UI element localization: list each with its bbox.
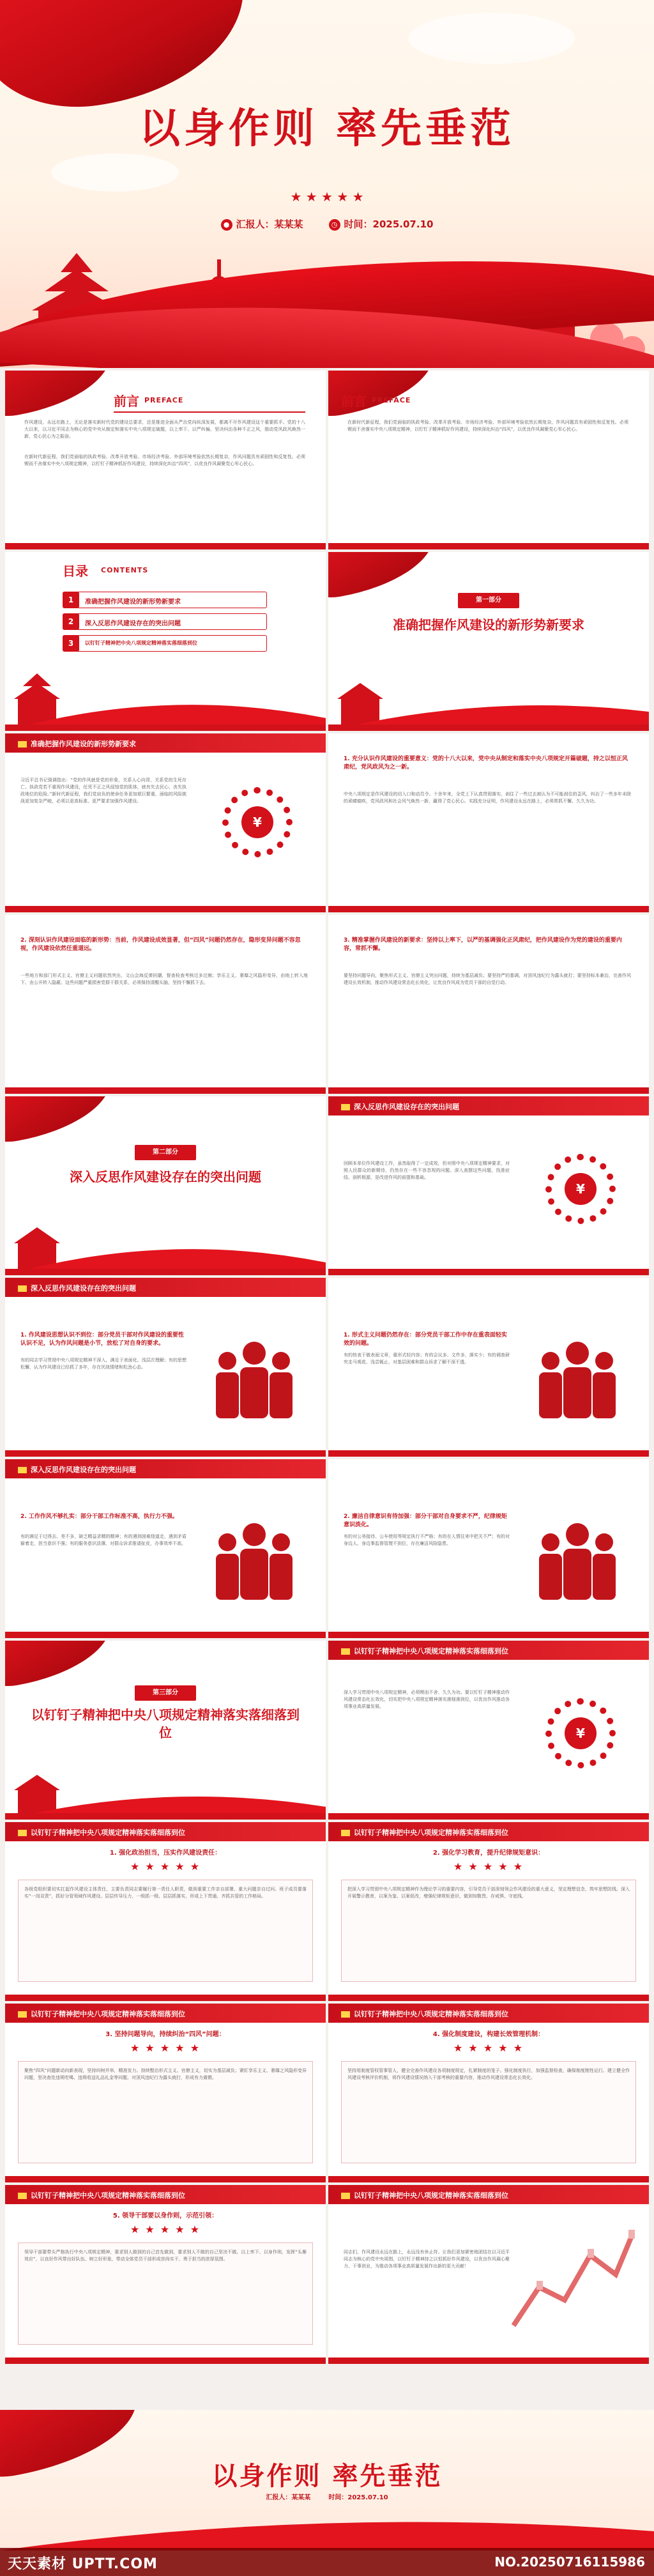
team-icon: [533, 1335, 622, 1418]
footer-bar: [328, 1813, 649, 1820]
footer-bar: [328, 543, 649, 549]
footer-bar: [5, 1995, 326, 2001]
footer-bar: [5, 2176, 326, 2182]
preface-slide-1: [5, 371, 326, 549]
closing-slide: [0, 2410, 654, 2576]
footer-bar: [5, 1269, 326, 1275]
temple-illustration: [328, 661, 649, 731]
flag-decoration: [5, 371, 118, 420]
part-badge: 第三部分: [135, 1685, 196, 1701]
part-badge: 第二部分: [135, 1145, 196, 1160]
body-text: 要坚持问题导向，聚焦形式主义、官僚主义突出问题，持续为基层减负；要坚持严的基调，对顶风违纪行为露头就打；要坚持标本兼治，完善作风建设长效机制，推动作风建设常态化长效化，让优良作风成为党员干部的自觉行动。: [344, 973, 631, 985]
footer-bar: [5, 1087, 326, 1094]
footer-bar: [328, 1269, 649, 1275]
preface-title-en: PREFACE: [372, 396, 411, 404]
star-divider: ★ ★ ★ ★ ★: [130, 2042, 201, 2054]
cover-title: 以身作则 率先垂范: [139, 105, 515, 153]
content-slide: [5, 1278, 326, 1457]
footer-bar: [5, 1450, 326, 1457]
slide-header: 准确把握作风建设的新形势新要求: [5, 733, 326, 753]
reporter-line: 汇报人：某某某: [266, 2494, 311, 2501]
reporter-line: ● 汇报人：某某某: [221, 217, 303, 231]
footer-bar: [328, 1087, 649, 1094]
body-text: 有的对公务接待、公车使用等规定执行不严格；有的在人情往来中把关不严；有的对身边人、身边事监督管理不到位，存在廉洁风险隐患。: [344, 1534, 510, 1546]
content-slide: [328, 733, 649, 912]
toc-title: 目录: [63, 564, 88, 579]
point-heading: 2. 工作作风不够扎实：部分干部工作标准不高，执行力不强。: [20, 1514, 178, 1520]
ribbon-decoration: [0, 2506, 654, 2550]
team-icon: [533, 1517, 622, 1600]
date-line: ◷ 时间：2025.07.10: [329, 217, 434, 231]
slide-header: 以钉钉子精神把中央八项规定精神落实落细落到位: [5, 1822, 326, 1841]
flag-icon: [341, 2011, 350, 2018]
clock-icon: ◷: [329, 219, 340, 231]
flag-icon: [18, 741, 27, 747]
footer-bar: [5, 1632, 326, 1638]
body-text: 同志们，作风建设永远在路上，永远没有休止符。让我们更加紧密地团结在以习近平同志为核心的党中央周围，以钉钉子精神持之以恒抓好作风建设，以优良作风凝心聚力、干事创业，为推动各项事业高质量发展作出新的更大贡献！: [344, 2250, 510, 2269]
flag-icon: [341, 2193, 350, 2199]
footer-bar: [328, 1632, 649, 1638]
content-slide: [328, 1641, 649, 1820]
divider: [114, 411, 305, 413]
part1-slide: [328, 552, 649, 731]
star-divider: ★ ★ ★ ★ ★: [453, 2042, 524, 2054]
preface-text: 在新时代新征程，我们党面临的执政考验、改革开放考验、市场经济考验、外部环境考验依然长期复杂，作风问题具有顽固性和反复性。必须锲而不舍落实中央八项规定精神，以钉钉子精神抓好作风建设，持续深化纠治“四风”，以优良作风凝聚党心军心民心。: [24, 454, 305, 466]
flag-decoration: [5, 1641, 118, 1690]
flag-decoration: [328, 552, 441, 601]
footer-bar: [328, 1450, 649, 1457]
body-text: 领导干部要带头严格执行中央八项规定精神，要求别人做到的自己首先做到，要求别人不做的自己坚决不做。以上率下、以身作则，发挥“头雁效应”，以良好作风带出好队伍、树立好形象，带动全体党员干部形成崇尚实干、勇于担当的浓厚氛围。: [24, 2250, 307, 2262]
date-line: 时间：2025.07.10: [328, 2494, 388, 2501]
closing-info: [0, 2492, 654, 2501]
body-text: 坚持用制度管权管事管人，健全完善作风建设各项制度规定，扎紧制度的笼子。强化制度执行，加强监督检查，确保制度刚性运行。建立健全作风建设考核评价机制，将作风建设情况纳入干部考核的重要内容，推动作风建设常态化长效化。: [347, 2068, 630, 2080]
content-slide: [5, 2004, 326, 2182]
content-slide: [328, 1459, 649, 1638]
flag-decoration: [5, 1096, 118, 1146]
star-divider: ★ ★ ★ ★ ★: [290, 189, 364, 204]
temple-illustration: [5, 661, 326, 731]
slide-header: 以钉钉子精神把中央八项规定精神落实落细落到位: [328, 1641, 649, 1660]
temple-illustration: [5, 1205, 326, 1275]
gear-icon: ¥: [545, 1698, 616, 1768]
preface-title-en: PREFACE: [144, 396, 184, 404]
content-slide: [328, 1822, 649, 2001]
toc-number: 1: [63, 592, 79, 608]
flag-icon: [341, 1104, 350, 1110]
gear-icon: ¥: [545, 1154, 616, 1224]
body-text: 有的热衷于做表面文章，重形式轻内容；有的会议多、文件多，落实少；有的调查研究走马观花、浅尝辄止，对基层困难和群众诉求了解不深不透。: [344, 1353, 510, 1365]
star-divider: ★ ★ ★ ★ ★: [453, 1860, 524, 1873]
flag-icon: [18, 1285, 27, 1292]
body-text: 回顾本单位作风建设工作，虽然取得了一定成效，但对照中央八项规定精神要求，对照人民群众的新期待，仍然存在一些不容忽视的问题。深入查摆这些问题，找准症结、剖析根源，是改进作风的前提和基础。: [344, 1161, 510, 1180]
part3-slide: [5, 1641, 326, 1820]
content-slide: [5, 1822, 326, 2001]
point-heading: 1. 作风建设思想认识不到位：部分党员干部对作风建设的重要性认识不足，认为作风问题是小节，放松了对自身的要求。: [20, 1332, 184, 1347]
team-icon: [209, 1517, 299, 1600]
content-slide: [328, 2185, 649, 2364]
footer-bar: [328, 2358, 649, 2364]
point-heading: 2. 强化学习教育，提升纪律规矩意识：: [432, 1850, 545, 1857]
body-text: 各级党组织要切实扛起作风建设主体责任，主要负责同志要履行第一责任人职责，做到重要工作亲自部署、重大问题亲自过问。班子成员要落实“一岗双责”，抓好分管领域作风建设。层层传导压力，一级抓一级、层层抓落实，形成上下贯通、齐抓共管的工作格局。: [24, 1887, 307, 1899]
part2-slide: [5, 1096, 326, 1275]
content-slide: [328, 1278, 649, 1457]
toc-number: 3: [63, 635, 79, 652]
flag-icon: [341, 1648, 350, 1655]
flag-icon: [18, 1467, 27, 1473]
flag-icon: [18, 2193, 27, 2199]
toc-item-3[interactable]: 3 以钉钉子精神把中央八项规定精神落实落细落到位: [63, 635, 267, 652]
point-heading: 4. 强化制度建设，构建长效管理机制：: [432, 2031, 545, 2038]
body-text: 一些地方和部门形式主义、官僚主义问题依然突出，文山会海反弹回潮，督查检查考核过多过频；享乐主义、奢靡之风隐形变异，由地上转入地下、由公开转入隐蔽。这些问题严重损害党群干群关系，必须保持清醒头脑，坚持不懈抓下去。: [20, 973, 308, 985]
cloud-decoration: [51, 153, 179, 192]
star-divider: ★ ★ ★ ★ ★: [130, 1860, 201, 1873]
slide-header: 以钉钉子精神把中央八项规定精神落实落细落到位: [328, 2004, 649, 2023]
toc-title-en: CONTENTS: [101, 566, 149, 574]
point-heading: 2. 廉洁自律意识有待加强：部分干部对自身要求不严，纪律规矩意识淡化。: [344, 1514, 507, 1528]
flag-icon: [341, 1830, 350, 1836]
footer-bar: [5, 1813, 326, 1820]
flag-icon: [18, 1830, 27, 1836]
part-title: 以钉钉子精神把中央八项规定精神落实落细落到位: [31, 1707, 300, 1740]
content-slide: [328, 915, 649, 1094]
slide-header: 深入反思作风建设存在的突出问题: [328, 1096, 649, 1116]
watermark-bar: [0, 2548, 654, 2576]
slide-header: 以钉钉子精神把中央八项规定精神落实落细落到位: [328, 2185, 649, 2204]
footer-bar: [328, 724, 649, 731]
slide-header: 深入反思作风建设存在的突出问题: [5, 1278, 326, 1297]
footer-bar: [328, 906, 649, 912]
footer-bar: [328, 1995, 649, 2001]
part-title: 深入反思作风建设存在的突出问题: [70, 1169, 261, 1184]
team-icon: [209, 1335, 299, 1418]
footer-bar: [5, 2358, 326, 2364]
content-slide: [328, 2004, 649, 2182]
preface-slide-2: [328, 371, 649, 549]
toc-item-2[interactable]: 2 深入反思作风建设存在的突出问题: [63, 613, 267, 630]
footer-bar: [328, 2176, 649, 2182]
point-heading: 1. 形式主义问题仍然存在：部分党员干部工作中存在重表面轻实效的问题。: [344, 1332, 507, 1347]
cloud-decoration: [409, 13, 575, 64]
watermark-right: NO.20250716115986: [494, 2554, 645, 2570]
toc-number: 2: [63, 613, 79, 630]
point-heading: 3. 坚持问题导向，持续纠治“四风”问题：: [105, 2031, 225, 2038]
body-text: 习近平总书记强调指出：“党的作风就是党的形象，关系人心向背，关系党的生死存亡。执政党若不重视作风建设，任凭不正之风侵蚀党的肌体，就有失去民心、丧失执政地位的危险。”新时代新征程，我们党肩负的使命任务更加艰巨繁重，面临的风险挑战更加复杂严峻，必须以更高标准、更严要求加强作风建设。: [20, 778, 186, 804]
star-divider: ★ ★ ★ ★ ★: [130, 2223, 201, 2235]
preface-title: 前言: [341, 394, 367, 409]
content-slide: [5, 1459, 326, 1638]
point-heading: 5. 领导干部要以身作则，示范引领：: [112, 2212, 218, 2220]
content-slide: [328, 1096, 649, 1275]
great-wall-illustration: [507, 2211, 635, 2338]
body-text: 有的满足于过得去、差不多，缺乏精益求精的精神；有的遇到困难绕道走，遇到矛盾躲着走，担当意识不强；有的服务意识淡薄，对群众诉求推诿扯皮，办事效率不高。: [20, 1534, 186, 1546]
point-heading: 1. 强化政治担当，压实作风建设责任：: [109, 1850, 222, 1857]
closing-title: 以身作则 率先垂范: [211, 2462, 443, 2491]
point-heading: 2. 深刻认识作风建设面临的新形势：当前，作风建设成效显著，但“四风”问题仍然存在，隐形变异问题不容忽视，作风建设依然任重道远。: [20, 937, 301, 952]
part-title: 准确把握作风建设的新形势新要求: [393, 617, 584, 632]
watermark-left: 天天素材 UPTT.COM: [8, 2556, 158, 2572]
flag-icon: [18, 2011, 27, 2018]
footer-bar: [5, 906, 326, 912]
slide-header: 以钉钉子精神把中央八项规定精神落实落细落到位: [5, 2004, 326, 2023]
preface-text: 作风建设，永远在路上，无论是落实新时代党的建设总要求，还是推进全面从严治党向纵深发展，都离不开作风建设这个重要抓手。党的十八大以来，以习近平同志为核心的党中央从制定和落实中央八项规定破题，以上率下、以严纠偏，坚决纠治各种不正之风，推动党风政风焕然一新，党心民心为之振奋。: [24, 420, 305, 439]
cover-slide: [0, 0, 654, 368]
content-slide: [5, 733, 326, 912]
slide-header: 以钉钉子精神把中央八项规定精神落实落细落到位: [328, 1822, 649, 1841]
content-slide: [5, 915, 326, 1094]
gear-icon: ¥: [222, 787, 293, 857]
toc-slide: [5, 552, 326, 731]
point-heading: 3. 精准掌握作风建设的新要求：坚持以上率下，以严的基调强化正风肃纪，把作风建设作为党的建设的重要内容，常抓不懈。: [344, 937, 622, 952]
user-icon: ●: [221, 219, 232, 231]
preface-text: 在新时代新征程，我们党面临的执政考验、改革开放考验、市场经济考验、外部环境考验依然长期复杂，作风问题具有顽固性和反复性。必须锲而不舍落实中央八项规定精神，以钉钉子精神抓好作风建设，持续深化纠治“四风”，以优良作风凝聚党心军心民心。: [347, 420, 628, 432]
body-text: 聚焦“四风”问题新动向新表现，坚持纠树并举，精准发力。持续整治形式主义、官僚主义，切实为基层减负；紧盯享乐主义、奢靡之风隐形变异问题，坚决查处违规吃喝、违规收送礼品礼金等问题，对顶风违纪行为露头就打，形成有力震慑。: [24, 2068, 307, 2080]
body-text: 深入学习贯彻中央八项规定精神，必须锲而不舍、久久为功。要以钉钉子精神推动作风建设常态化长效化，切实把中央八项规定精神落实落细落到位，以优良作风推动各项事业高质量发展。: [344, 1690, 510, 1709]
body-text: 中央八项规定是作风建设的切入口和动员令。十余年来，全党上下认真贯彻落实，刹住了一些过去被认为不可能刹住的歪风，纠治了一些多年未除的顽瘴痼疾，党风政风和社会风气焕然一新，赢得了党心民心。实践充分证明，作风建设永远在路上，必须常抓不懈、久久为功。: [344, 792, 631, 804]
preface-title: 前言: [114, 394, 139, 409]
point-heading: 1. 充分认识作风建设的重要意义：党的十八大以来，党中央从制定和落实中央八项规定开篇破题，持之以恒正风肃纪，党风政风为之一新。: [344, 756, 628, 770]
footer-bar: [5, 724, 326, 731]
slide-header: 以钉钉子精神把中央八项规定精神落实落细落到位: [5, 2185, 326, 2204]
footer-bar: [5, 543, 326, 549]
body-text: 有的同志学习贯彻中央八项规定精神不深入，满足于表面化、浅层次理解；有的思想松懈，认为作风建设已经抓了多年，存在厌战情绪和松劲心态。: [20, 1358, 186, 1370]
temple-illustration: [5, 1756, 326, 1820]
toc-item-1[interactable]: 1 准确把握作风建设的新形势新要求: [63, 592, 267, 608]
part-badge: 第一部分: [458, 593, 519, 608]
cover-info: [0, 217, 654, 231]
content-slide: [5, 2185, 326, 2364]
slide-header: 深入反思作风建设存在的突出问题: [5, 1459, 326, 1478]
body-text: 把深入学习贯彻中央八项规定精神作为理论学习的重要内容，引导党员干部深刻领会作风建设的重大意义，坚定理想信念，筑牢思想防线。深入开展警示教育，以案为鉴、以案促改，增强纪律规矩意识，做到知敬畏、存戒惧、守底线。: [347, 1887, 630, 1899]
